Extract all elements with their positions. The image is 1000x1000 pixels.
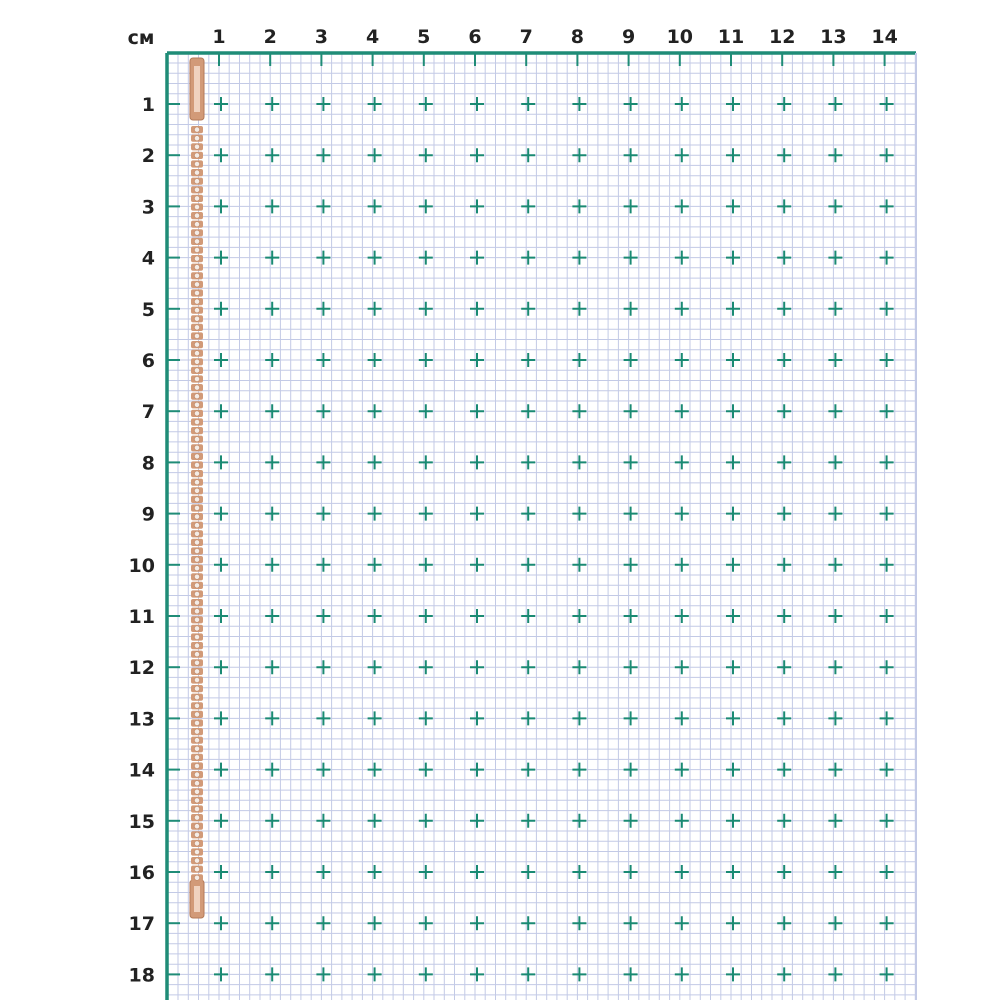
row-label: 11: [128, 606, 155, 628]
bracelet-stone: [194, 497, 199, 502]
bracelet-stone: [194, 153, 199, 158]
bracelet-stone: [194, 643, 199, 648]
clasp-highlight: [194, 886, 200, 912]
row-label: 12: [128, 657, 155, 680]
row-label: 3: [141, 196, 155, 219]
bracelet-stone: [194, 213, 199, 218]
bracelet-stone: [194, 385, 199, 390]
bracelet-stone: [194, 342, 199, 347]
bracelet-stone: [194, 505, 199, 510]
bracelet-stone: [194, 772, 199, 777]
bracelet-stone: [194, 789, 199, 794]
row-label: 18: [128, 964, 155, 987]
row-label: 16: [128, 862, 155, 884]
bracelet-stone: [194, 583, 199, 588]
row-label: 15: [128, 810, 155, 833]
bracelet-stone: [194, 660, 199, 665]
bracelet-stone: [194, 402, 199, 407]
bracelet-stone: [194, 832, 199, 837]
unit-label: см: [127, 27, 155, 49]
bracelet-stone: [194, 480, 199, 485]
row-label: 1: [141, 94, 155, 116]
bracelet-stone: [194, 222, 199, 227]
bracelet-stone: [194, 523, 199, 528]
bracelet-stone: [194, 161, 199, 166]
bracelet-stone: [194, 247, 199, 252]
bracelet-stone: [194, 290, 199, 295]
bracelet-stone: [194, 591, 199, 596]
bracelet-stone: [194, 652, 199, 657]
bracelet-stone: [194, 729, 199, 734]
bracelet-stone: [194, 170, 199, 175]
column-label: 6: [468, 26, 482, 48]
bracelet-stone: [194, 282, 199, 287]
bracelet-stone: [194, 781, 199, 786]
bracelet-stone: [194, 626, 199, 631]
bracelet-stone: [194, 798, 199, 803]
row-label: 4: [141, 247, 155, 270]
column-label: 3: [314, 26, 329, 48]
bracelet-stone: [194, 815, 199, 820]
bracelet-stone: [194, 308, 199, 313]
bracelet-stone: [194, 368, 199, 373]
bracelet-stone: [194, 316, 199, 321]
row-label: 7: [141, 401, 155, 424]
bracelet-stone: [194, 454, 199, 459]
bracelet-stone: [194, 686, 199, 691]
bracelet-stone: [194, 566, 199, 571]
bracelet-stone: [194, 359, 199, 364]
bracelet-stone: [194, 325, 199, 330]
bracelet-stone: [194, 256, 199, 261]
bracelet-stone: [194, 738, 199, 743]
bracelet-stone: [194, 144, 199, 149]
bracelet-stone: [194, 849, 199, 854]
row-label: 17: [128, 913, 155, 936]
bracelet-stone: [194, 514, 199, 519]
bracelet-stone: [194, 411, 199, 416]
row-label: 10: [128, 554, 155, 577]
bracelet-stone: [194, 712, 199, 717]
bracelet-stone: [194, 273, 199, 278]
bracelet-stone: [194, 617, 199, 622]
bracelet-stone: [194, 824, 199, 829]
bracelet-stone: [194, 462, 199, 467]
bracelet-stone: [194, 677, 199, 682]
bracelet-stone: [194, 445, 199, 450]
row-label: 6: [141, 350, 155, 372]
bracelet-stone: [194, 609, 199, 614]
bracelet-stone: [194, 867, 199, 872]
bracelet-stone: [194, 299, 199, 304]
bracelet-stone: [194, 634, 199, 639]
bracelet-stone: [194, 531, 199, 536]
column-label: 2: [263, 26, 277, 48]
column-label: 1: [212, 26, 226, 48]
bracelet-stone: [194, 179, 199, 184]
bracelet-stone: [194, 230, 199, 235]
column-label: 10: [666, 26, 694, 48]
bracelet-stone: [194, 763, 199, 768]
row-label: 13: [128, 708, 155, 731]
bracelet-stone: [194, 351, 199, 356]
column-label: 4: [365, 26, 380, 48]
column-label: 5: [417, 26, 431, 48]
row-label: 5: [141, 298, 155, 321]
row-label: 2: [141, 145, 155, 168]
bracelet-stone: [194, 695, 199, 700]
bracelet-stone: [194, 419, 199, 424]
bracelet-stone: [194, 196, 199, 201]
column-label: 7: [519, 26, 533, 48]
bracelet-stone: [194, 127, 199, 132]
bracelet-stone: [194, 720, 199, 725]
bracelet-stone: [194, 841, 199, 846]
bracelet-stone: [194, 548, 199, 553]
bracelet-stone: [194, 540, 199, 545]
bracelet-stone: [194, 376, 199, 381]
bracelet-stone: [194, 557, 199, 562]
bracelet-stone: [194, 136, 199, 141]
row-label: 8: [141, 452, 155, 475]
bracelet-stone: [194, 437, 199, 442]
bracelet-stone: [194, 806, 199, 811]
bracelet-stone: [194, 394, 199, 399]
bracelet-stone: [194, 333, 199, 338]
bracelet-stone: [194, 471, 199, 476]
bracelet-stone: [194, 746, 199, 751]
column-label: 13: [820, 26, 847, 48]
column-label: 9: [621, 26, 636, 48]
row-label: 14: [128, 759, 155, 782]
bracelet-stone: [194, 187, 199, 192]
row-label: 9: [141, 503, 155, 526]
bracelet-stone: [194, 574, 199, 579]
tennis-bracelet: [190, 58, 204, 918]
bracelet-stone: [194, 669, 199, 674]
column-label: 14: [871, 26, 898, 48]
bracelet-stone: [194, 488, 199, 493]
bracelet-stone: [194, 703, 199, 708]
column-label: 8: [570, 26, 585, 48]
bracelet-stone: [194, 204, 199, 209]
column-label: 11: [717, 26, 745, 48]
column-label: 12: [768, 26, 796, 48]
bracelet-stone: [194, 858, 199, 863]
clasp-highlight: [194, 66, 200, 112]
bracelet-stone: [194, 265, 199, 270]
bracelet-stone: [194, 428, 199, 433]
bracelet-stone: [194, 600, 199, 605]
bracelet-stone: [194, 755, 199, 760]
bracelet-stone: [194, 875, 199, 880]
bracelet-stone: [194, 239, 199, 244]
